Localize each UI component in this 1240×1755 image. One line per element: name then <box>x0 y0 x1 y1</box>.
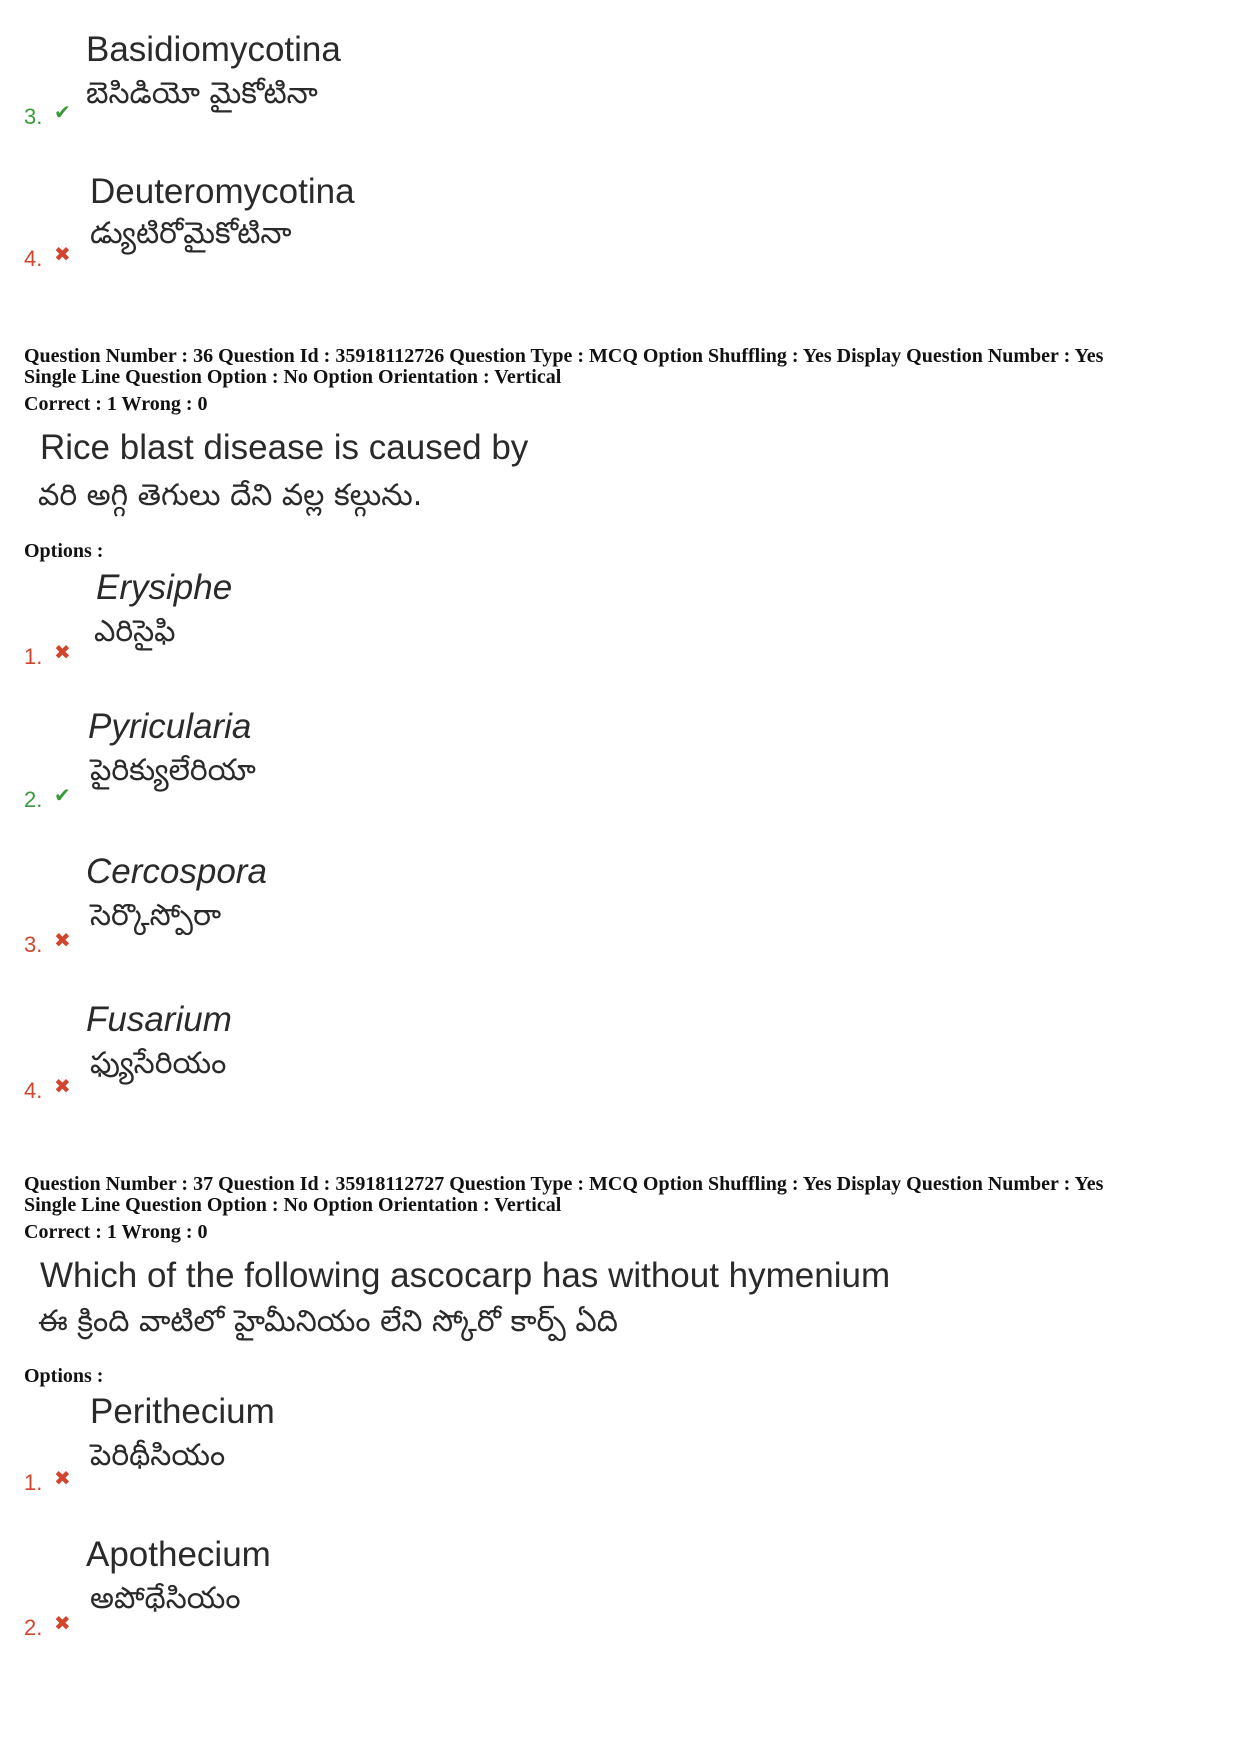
option-number: 1. <box>24 644 43 669</box>
question-text-telugu: వరి అగ్గి తెగులు దేని వల్ల కల్గును. <box>38 478 423 513</box>
question-meta: Question Number : 36 Question Id : 35918112726 Question Type : MCQ Option Shuffling : Yes Display Question Number : Yes <box>24 345 1104 367</box>
correct-check-icon: ✔ <box>54 783 71 807</box>
options-label: Options : <box>24 1365 104 1387</box>
question-marks: Correct : 1 Wrong : 0 <box>24 1221 208 1243</box>
option-text-telugu: పెరిథీసియం <box>90 1438 226 1473</box>
option-number: 2. <box>24 1615 43 1640</box>
option-number: 1. <box>24 1470 43 1495</box>
question-text-english: Rice blast disease is caused by <box>40 428 529 467</box>
question-meta: Question Number : 37 Question Id : 35918112727 Question Type : MCQ Option Shuffling : Yes Display Question Number : Yes <box>24 1173 1104 1195</box>
option-text-english: Erysiphe <box>96 568 233 607</box>
option-text-english: Cercospora <box>86 852 267 891</box>
option-text-telugu: డ్యుటిరోమైకోటినా <box>90 216 292 251</box>
option-text-telugu: పైరిక్యులేరియా <box>90 753 256 788</box>
question-text-english: Which of the following ascocarp has without hymenium <box>40 1256 891 1295</box>
option-text-telugu: బెసిడియో మైకోటినా <box>86 76 318 111</box>
wrong-cross-icon: ✖ <box>54 640 71 664</box>
option-text-english: Fusarium <box>86 1000 232 1039</box>
wrong-cross-icon: ✖ <box>54 1466 71 1490</box>
question-text-telugu: ఈ క్రింది వాటిలో హైమీనియం లేని స్కోరో కార్ప్ ఏది <box>38 1304 618 1339</box>
option-number: 3. <box>24 104 43 129</box>
option-text-telugu: అపోథేసియం <box>90 1581 241 1616</box>
wrong-cross-icon: ✖ <box>54 1074 71 1098</box>
question-meta: Single Line Question Option : No Option Orientation : Vertical <box>24 366 562 388</box>
option-text-english: Basidiomycotina <box>86 30 341 69</box>
option-number: 4. <box>24 246 43 271</box>
option-text-english: Pyricularia <box>88 707 252 746</box>
option-number: 2. <box>24 787 43 812</box>
wrong-cross-icon: ✖ <box>54 1611 71 1635</box>
wrong-cross-icon: ✖ <box>54 242 71 266</box>
option-number: 3. <box>24 932 43 957</box>
question-meta: Single Line Question Option : No Option Orientation : Vertical <box>24 1194 562 1216</box>
option-text-english: Perithecium <box>90 1392 275 1431</box>
correct-check-icon: ✔ <box>54 100 71 124</box>
option-text-english: Deuteromycotina <box>90 172 355 211</box>
option-number: 4. <box>24 1078 43 1103</box>
option-text-telugu: ఫ్యుసేరియం <box>90 1046 227 1081</box>
option-text-telugu: సెర్కొస్పోరా <box>90 898 222 933</box>
question-marks: Correct : 1 Wrong : 0 <box>24 393 208 415</box>
option-text-telugu: ఎరిసైఫి <box>94 614 176 649</box>
wrong-cross-icon: ✖ <box>54 928 71 952</box>
options-label: Options : <box>24 540 104 562</box>
option-text-english: Apothecium <box>86 1535 271 1574</box>
